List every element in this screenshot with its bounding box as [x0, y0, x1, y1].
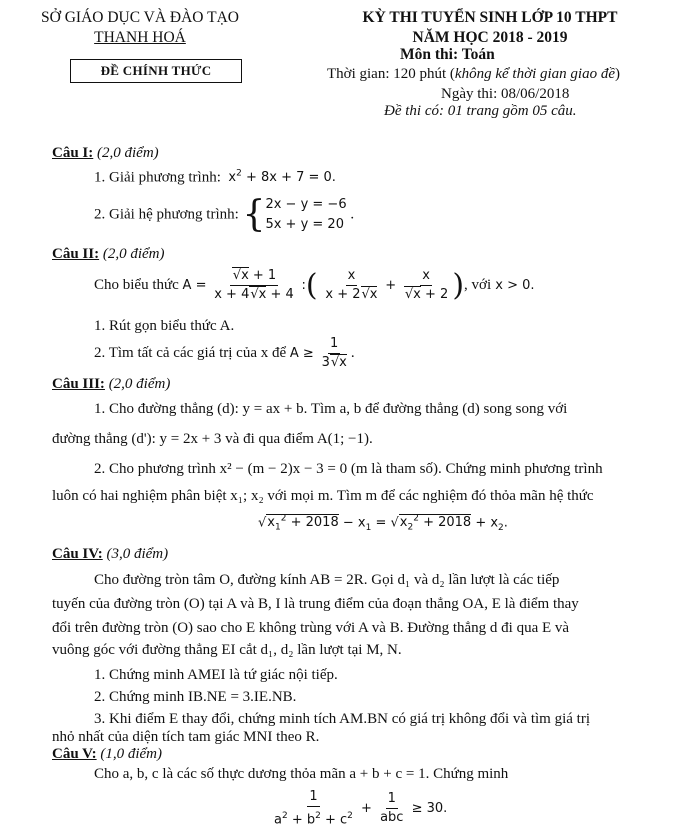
question-title: Câu IV:	[52, 546, 103, 562]
exam-duration: Thời gian: 120 phút (không kể thời gian giao đề)	[327, 66, 620, 82]
question-title: Câu V:	[52, 746, 97, 762]
exam-header	[305, 8, 675, 48]
question-1-item-2: 2. Giải hệ phương trình: { 2x − y = −6 5x + y = 20 .	[94, 194, 355, 235]
question-3-heading	[52, 376, 170, 393]
question-4-heading	[52, 546, 168, 563]
school-year: NĂM HỌC 2018 - 2019	[412, 29, 568, 46]
question-3-part-2-line-2: luôn có hai nghiệm phân biệt x₁; x₂ với mọi m. Tìm m để các nghiệm đó thỏa mãn hệ thức	[52, 488, 594, 504]
question-title: Câu II:	[52, 246, 100, 262]
question-3-part-1-line-2: đường thẳng (d'): y = 2x + 3 và đi qua điểm A(1; −1).	[52, 431, 373, 447]
question-points: (2,0 điểm)	[97, 145, 159, 161]
question-points: (3,0 điểm)	[106, 546, 169, 562]
question-3-equation: $√x_1^2 + 2018 - x_1 = √x_2^2 + 2018 + x_2$.	[258, 514, 508, 533]
question-4-line-1: Cho đường tròn tâm O, đường kính AB = 2R. Gọi d₁ và d₂ lần lượt là các tiếp	[94, 572, 560, 588]
exam-date: Ngày thi: 08/06/2018	[441, 86, 570, 102]
question-4-item-3-line-2: nhỏ nhất của diện tích tam giác MNI theo R.	[52, 729, 320, 745]
question-4-item-3-line-1: 3. Khi điểm E thay đổi, chứng minh tích AM.BN có giá trị không đổi và tìm giá trị	[94, 711, 590, 727]
question-3-part-1-line-1: 1. Cho đường thẳng (d): y = ax + b. Tìm a, b để đường thẳng (d) song song với	[94, 401, 568, 417]
page-note: Đề thi có: 01 trang gồm 05 câu.	[384, 103, 577, 119]
question-4-line-4: vuông góc với đường thẳng EI cắt d₁, d₂ lần lượt tại M, N.	[52, 642, 402, 658]
question-3-part-2-line-1: 2. Cho phương trình x² − (m − 2)x − 3 = 0 (m là tham số). Chứng minh phương trình	[94, 461, 603, 477]
question-title: Câu III:	[52, 376, 105, 392]
official-exam-badge: ĐỀ CHÍNH THỨC	[70, 59, 242, 83]
question-title: Câu I:	[52, 145, 94, 161]
question-1-heading	[52, 145, 159, 162]
question-2-item-1: 1. Rút gọn biểu thức A.	[94, 318, 235, 334]
question-points: (1,0 điểm)	[100, 746, 163, 762]
question-2-heading	[52, 246, 165, 263]
question-4-item-2: 2. Chứng minh IB.NE = 3.IE.NB.	[94, 689, 297, 705]
question-4-line-2: tuyến của đường tròn (O) tại A và B, I là trung điểm của đoạn thẳng OA, E là điểm thay	[52, 596, 579, 612]
question-5-heading	[52, 746, 162, 763]
question-4-line-3: đổi trên đường tròn (O) sao cho E không trùng với A và B. Đường thẳng d đi qua E và	[52, 620, 570, 636]
question-points: (2,0 điểm)	[108, 376, 171, 392]
department-name: SỞ GIÁO DỤC VÀ ĐÀO TẠO	[41, 9, 239, 26]
department-header	[40, 8, 240, 48]
province-name: THANH HOÁ	[94, 29, 186, 46]
question-5-line-1: Cho a, b, c là các số thực dương thỏa mãn a + b + c = 1. Chứng minh	[94, 766, 509, 782]
question-1-item-1: 1. Giải phương trình: $x^2 + 8x + 7 = 0$.	[94, 169, 336, 186]
question-5-inequality: $\frac{1}{a^2 + b^2 + c^2}$ + $\frac{1}{\text{abc}}$ ≥ 30.	[274, 789, 448, 828]
exam-title: KỲ THI TUYỂN SINH LỚP 10 THPT	[362, 9, 618, 26]
exam-subject: Môn thi: Toán	[400, 46, 495, 63]
question-2-item-2: 2. Tìm tất cả các giá trị của x để A ≥ $\frac{1}{3√x}$ .	[94, 336, 355, 370]
question-2-expression: Cho biểu thức A = $\frac{√x + 1}{x + 4√x + 4}$ :( $\frac{x}{x + 2√x}$ + $\frac{x}{√x + 2}$ ), với x > 0.	[94, 268, 535, 303]
question-points: (2,0 điểm)	[102, 246, 165, 262]
question-4-item-1: 1. Chứng minh AMEI là tứ giác nội tiếp.	[94, 667, 338, 683]
